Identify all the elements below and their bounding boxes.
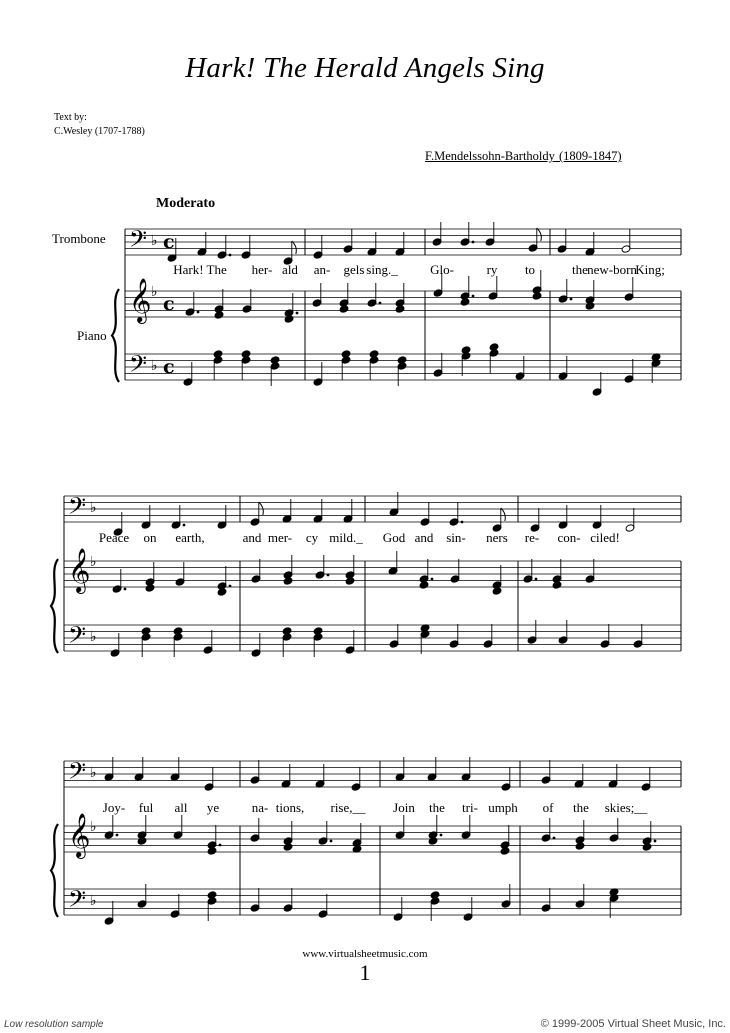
lyric-syllable: con-: [557, 530, 581, 545]
note-head: [241, 350, 251, 358]
time-signature: c: [163, 293, 175, 315]
lyric-syllable: ry: [486, 262, 498, 277]
dotted-note-dot: [570, 298, 573, 301]
lyric-syllable: tions,: [275, 800, 305, 815]
lyric-syllable: King;: [635, 262, 665, 277]
key-signature-flat: ♭: [151, 233, 158, 249]
note-head: [339, 305, 349, 313]
copyright-notice: © 1999-2005 Virtual Sheet Music, Inc.: [540, 1018, 726, 1030]
note-head: [207, 891, 217, 899]
lyric-syllable: earth,: [175, 530, 205, 545]
dotted-note-dot: [472, 241, 475, 244]
note-head: [207, 847, 217, 855]
lyric-syllable: mild._: [329, 530, 363, 545]
dotted-note-dot: [330, 840, 333, 843]
note-flag: [537, 228, 542, 241]
note-head: [419, 581, 429, 589]
note-head: [284, 315, 294, 323]
note-flag: [501, 508, 506, 521]
dotted-note-dot: [440, 834, 443, 837]
bass-clef: 𝄢: [68, 621, 87, 654]
note-head: [500, 847, 510, 855]
instrument-label-piano: Piano: [77, 328, 107, 343]
dotted-note-dot: [183, 524, 186, 527]
lyric-syllable: Glo-: [430, 262, 454, 277]
note-head: [345, 577, 355, 585]
key-signature-flat: ♭: [90, 893, 97, 909]
sample-watermark: Low resolution sample: [4, 1019, 104, 1030]
lyric-syllable: Join: [393, 800, 415, 815]
note-head: [369, 350, 379, 358]
lyric-syllable: to: [524, 262, 536, 277]
dotted-note-dot: [219, 844, 222, 847]
dotted-note-dot: [472, 295, 475, 298]
lyric-syllable: ciled!: [590, 530, 620, 545]
dotted-note-dot: [124, 588, 127, 591]
note-head: [313, 627, 323, 635]
note-head: [214, 311, 224, 319]
key-signature-flat: ♭: [151, 358, 158, 374]
lyric-syllable: gels: [343, 262, 365, 277]
note-head: [213, 350, 223, 358]
note-head: [430, 891, 440, 899]
composer-credit: F.Mendelssohn-Bartholdy (1809-1847): [425, 149, 622, 163]
lyric-syllable: na-: [251, 800, 269, 815]
text-by-label: Text by:: [54, 112, 87, 123]
lyric-syllable: God: [382, 530, 406, 545]
lyric-syllable: sin-: [446, 530, 466, 545]
lyric-syllable: tri-: [462, 800, 478, 815]
lyric-syllable: new-born: [587, 262, 637, 277]
lyric-syllable: umph: [488, 800, 518, 815]
lyric-syllable: Hark! The: [173, 262, 227, 277]
note-head: [460, 298, 470, 306]
dotted-note-dot: [654, 840, 657, 843]
note-head: [395, 305, 405, 313]
note-head: [585, 302, 595, 310]
bass-clef: 𝄢: [129, 225, 148, 258]
lyric-syllable: on: [143, 530, 157, 545]
lyric-syllable: Peace: [98, 530, 130, 545]
bass-clef: 𝄢: [68, 492, 87, 525]
time-signature: c: [163, 231, 175, 253]
lyric-syllable: all: [174, 800, 188, 815]
dotted-note-dot: [229, 254, 232, 257]
song-title: Hark! The Herald Angels Sing: [185, 52, 545, 84]
dotted-note-dot: [197, 311, 200, 314]
note-head: [642, 843, 652, 851]
note-flag: [292, 241, 297, 254]
lyric-syllable: the: [572, 262, 588, 277]
lyric-syllable: her-: [251, 262, 273, 277]
note-head: [282, 627, 292, 635]
note-head: [283, 843, 293, 851]
note-head: [341, 350, 351, 358]
lyric-syllable: ners: [486, 530, 508, 545]
note-head: [137, 837, 147, 845]
dotted-note-dot: [379, 302, 382, 305]
key-signature-flat: ♭: [90, 500, 97, 516]
lyric-syllable: ye: [206, 800, 220, 815]
note-head: [552, 581, 562, 589]
note-head: [283, 577, 293, 585]
dotted-note-dot: [553, 837, 556, 840]
page-number: 1: [359, 960, 371, 985]
key-signature-flat: ♭: [90, 554, 97, 570]
dotted-note-dot: [116, 834, 119, 837]
treble-clef: 𝄞: [68, 548, 91, 592]
dotted-note-dot: [535, 578, 538, 581]
lyric-syllable: ald: [282, 262, 298, 277]
key-signature-flat: ♭: [90, 819, 97, 835]
note-flag: [259, 502, 264, 515]
lyric-syllable: Joy-: [102, 800, 126, 815]
note-head: [270, 356, 280, 364]
dotted-note-dot: [461, 521, 464, 524]
lyric-syllable: an-: [313, 262, 331, 277]
lyric-syllable: and: [414, 530, 434, 545]
note-head: [145, 584, 155, 592]
lyric-syllable: sing._: [366, 262, 398, 277]
time-signature: c: [163, 356, 175, 378]
note-head: [397, 356, 407, 364]
lyric-syllable: and: [242, 530, 262, 545]
key-signature-flat: ♭: [90, 629, 97, 645]
tempo-marking: Moderato: [156, 196, 216, 211]
lyric-syllable: skies;__: [604, 800, 648, 815]
lyric-syllable: the: [573, 800, 589, 815]
key-signature-flat: ♭: [151, 284, 158, 300]
note-head: [141, 627, 151, 635]
key-signature-flat: ♭: [90, 765, 97, 781]
lyric-syllable: mer-: [267, 530, 293, 545]
lyric-syllable: ful: [138, 800, 154, 815]
note-head: [217, 588, 227, 596]
bass-clef: 𝄢: [68, 885, 87, 918]
piano-brace: [51, 559, 58, 653]
lyric-syllable: rise,__: [330, 800, 366, 815]
instrument-label-trombone: Trombone: [52, 231, 106, 246]
piano-brace: [112, 289, 119, 382]
bass-clef: 𝄢: [129, 350, 148, 383]
lyric-syllable: cy: [305, 530, 319, 545]
dotted-note-dot: [296, 312, 299, 315]
note-head: [492, 587, 502, 595]
lyric-syllable: of: [542, 800, 554, 815]
treble-clef: 𝄞: [68, 813, 91, 857]
note-head: [575, 842, 585, 850]
note-head: [461, 346, 471, 354]
note-head: [489, 343, 499, 351]
lyric-syllable: the: [429, 800, 445, 815]
note-head: [532, 292, 542, 300]
note-head: [173, 627, 183, 635]
bass-clef: 𝄢: [68, 757, 87, 790]
dotted-note-dot: [327, 574, 330, 577]
treble-clef: 𝄞: [129, 278, 152, 322]
lyric-syllable: re-: [524, 530, 540, 545]
website-footer[interactable]: www.virtualsheetmusic.com: [302, 948, 428, 960]
dotted-note-dot: [229, 585, 232, 588]
note-head: [428, 837, 438, 845]
lyricist-credit: C.Wesley (1707-1788): [54, 126, 145, 137]
piano-brace: [51, 824, 58, 917]
dotted-note-dot: [431, 578, 434, 581]
